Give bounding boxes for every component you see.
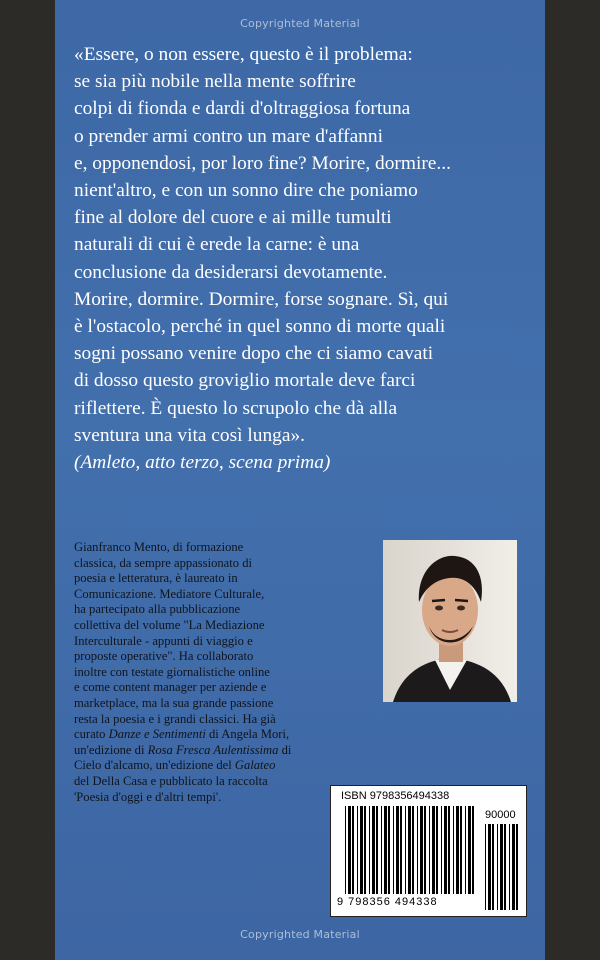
quote-line: conclusione da desiderarsi devotamente. <box>74 261 388 283</box>
quote-line: colpi di fionda e dardi d'oltraggiosa fortuna <box>74 98 411 120</box>
bio-line: collettiva del volume "La Mediazione <box>74 617 265 632</box>
barcode-bar <box>460 806 462 894</box>
bio-line: Interculturale - appunti di viaggio e <box>74 633 253 648</box>
bio-line: classica, da sempre appassionato di <box>74 555 253 570</box>
bio-line: poesia e letteratura, è laureato in <box>74 571 238 586</box>
barcode-bar <box>369 806 370 894</box>
barcode-bar <box>388 806 390 894</box>
barcode-bar <box>472 806 474 894</box>
quote-line: naturali di cui è erede la carne: è una <box>74 234 360 256</box>
hamlet-quote <box>74 41 544 476</box>
quote-line: e, opponendosi, por loro fine? Morire, dormire... <box>74 152 451 174</box>
barcode-bar <box>357 806 358 894</box>
barcode-bar <box>348 806 351 894</box>
barcode-bar <box>420 806 423 894</box>
back-cover <box>55 0 545 960</box>
bio-line: del Della Casa e pubblicato la raccolta <box>74 773 268 788</box>
bio-line: Gianfranco Mento, di formazione <box>74 540 244 554</box>
bio-line: marketplace, ma la sua grande passione <box>74 695 274 710</box>
barcode-bar <box>512 824 515 910</box>
bio-line: e come content manager per aziende e <box>74 680 267 695</box>
bio-line <box>74 727 334 743</box>
author-photo <box>383 540 517 702</box>
quote-line: o prender armi contro un mare d'affanni <box>74 125 383 147</box>
quote-source: (Amleto, atto terzo, scena prima) <box>74 452 331 474</box>
bio-line: Comunicazione. Mediatore Culturale, <box>74 586 265 601</box>
bio-line: inoltre con testate giornalistiche online <box>74 664 270 679</box>
bio-text: curato <box>74 727 109 742</box>
barcode-bar <box>448 806 450 894</box>
barcode-bar <box>468 806 471 894</box>
barcode-bar <box>372 806 375 894</box>
bio-text: un'edizione di <box>74 742 148 757</box>
barcode-bar <box>488 824 491 910</box>
barcode-bar <box>384 806 387 894</box>
bio-line <box>74 743 334 759</box>
barcode-bar <box>345 806 346 894</box>
quote-line: nient'altro, e con un sonno dire che poniamo <box>74 180 418 202</box>
barcode-bar <box>364 806 366 894</box>
barcode-bar <box>424 806 426 894</box>
quote-line: sventura una vita così lunga». <box>74 424 306 446</box>
bio-line: resta la poesia e i grandi classici. Ha già <box>74 711 276 726</box>
quote-line: di dosso questo groviglio mortale deve farci <box>74 370 416 392</box>
isbn-digits: 9 798356 494338 <box>337 896 438 908</box>
barcode-bar <box>465 806 466 894</box>
quote-line: Morire, dormire. Dormire, forse sognare. Sì, qui <box>74 288 449 310</box>
barcode-bar <box>376 806 378 894</box>
barcode-bar <box>436 806 438 894</box>
barcode-bar <box>360 806 363 894</box>
barcode-bar <box>456 806 459 894</box>
quote-line: è l'ostacolo, perché in quel sonno di morte quali <box>74 316 446 338</box>
barcode-bar <box>432 806 435 894</box>
quote-line: sogni possano venire dopo che ci siamo cavati <box>74 343 434 365</box>
barcode-bar <box>444 806 447 894</box>
barcode-bar <box>396 806 399 894</box>
barcode-bar <box>497 824 498 910</box>
quote-line: riflettere. È questo lo scrupolo che dà alla <box>74 397 398 419</box>
book-title-italic: Galateo <box>234 758 276 773</box>
book-title-italic: Rosa Fresca Aulentissima <box>147 742 279 757</box>
barcode-bar <box>509 824 510 910</box>
barcode-bar <box>516 824 518 910</box>
author-bio <box>74 540 334 805</box>
bio-text: di <box>278 742 292 757</box>
barcode-bar <box>485 824 486 910</box>
book-title-italic: Danze e Sentimenti <box>108 727 206 742</box>
isbn-barcode <box>330 785 527 917</box>
isbn-label: ISBN 9798356494338 <box>341 790 450 802</box>
barcode-bar <box>405 806 406 894</box>
quote-line: se sia più nobile nella mente soffrire <box>74 71 356 93</box>
quote-line: «Essere, o non essere, questo è il problema: <box>74 44 413 65</box>
barcode-bar <box>408 806 411 894</box>
author-portrait-image <box>383 540 517 702</box>
barcode-bar <box>393 806 394 894</box>
bio-line: proposte operative". Ha collaborato <box>74 649 254 664</box>
bio-text: Cielo d'alcamo, un'edizione del <box>74 758 235 773</box>
barcode-bar <box>453 806 454 894</box>
barcode-bar <box>412 806 414 894</box>
barcode-bar <box>381 806 382 894</box>
barcode-bar <box>400 806 402 894</box>
watermark-bottom: Copyrighted Material <box>240 928 360 941</box>
price-code: 90000 <box>485 809 516 821</box>
watermark-top: Copyrighted Material <box>240 17 360 30</box>
bio-text: di Angela Mori, <box>205 727 290 742</box>
quote-line: fine al dolore del cuore e ai mille tumulti <box>74 207 392 229</box>
barcode-bar <box>352 806 354 894</box>
barcode-bar <box>441 806 442 894</box>
bio-line <box>74 758 334 774</box>
barcode-bar <box>500 824 503 910</box>
barcode-bar <box>492 824 494 910</box>
barcode-bar <box>504 824 506 910</box>
bio-line: 'Poesia d'oggi e d'altri tempi'. <box>74 789 222 804</box>
barcode-bar <box>429 806 430 894</box>
bio-line: ha partecipato alla pubblicazione <box>74 602 241 617</box>
barcode-bar <box>417 806 418 894</box>
